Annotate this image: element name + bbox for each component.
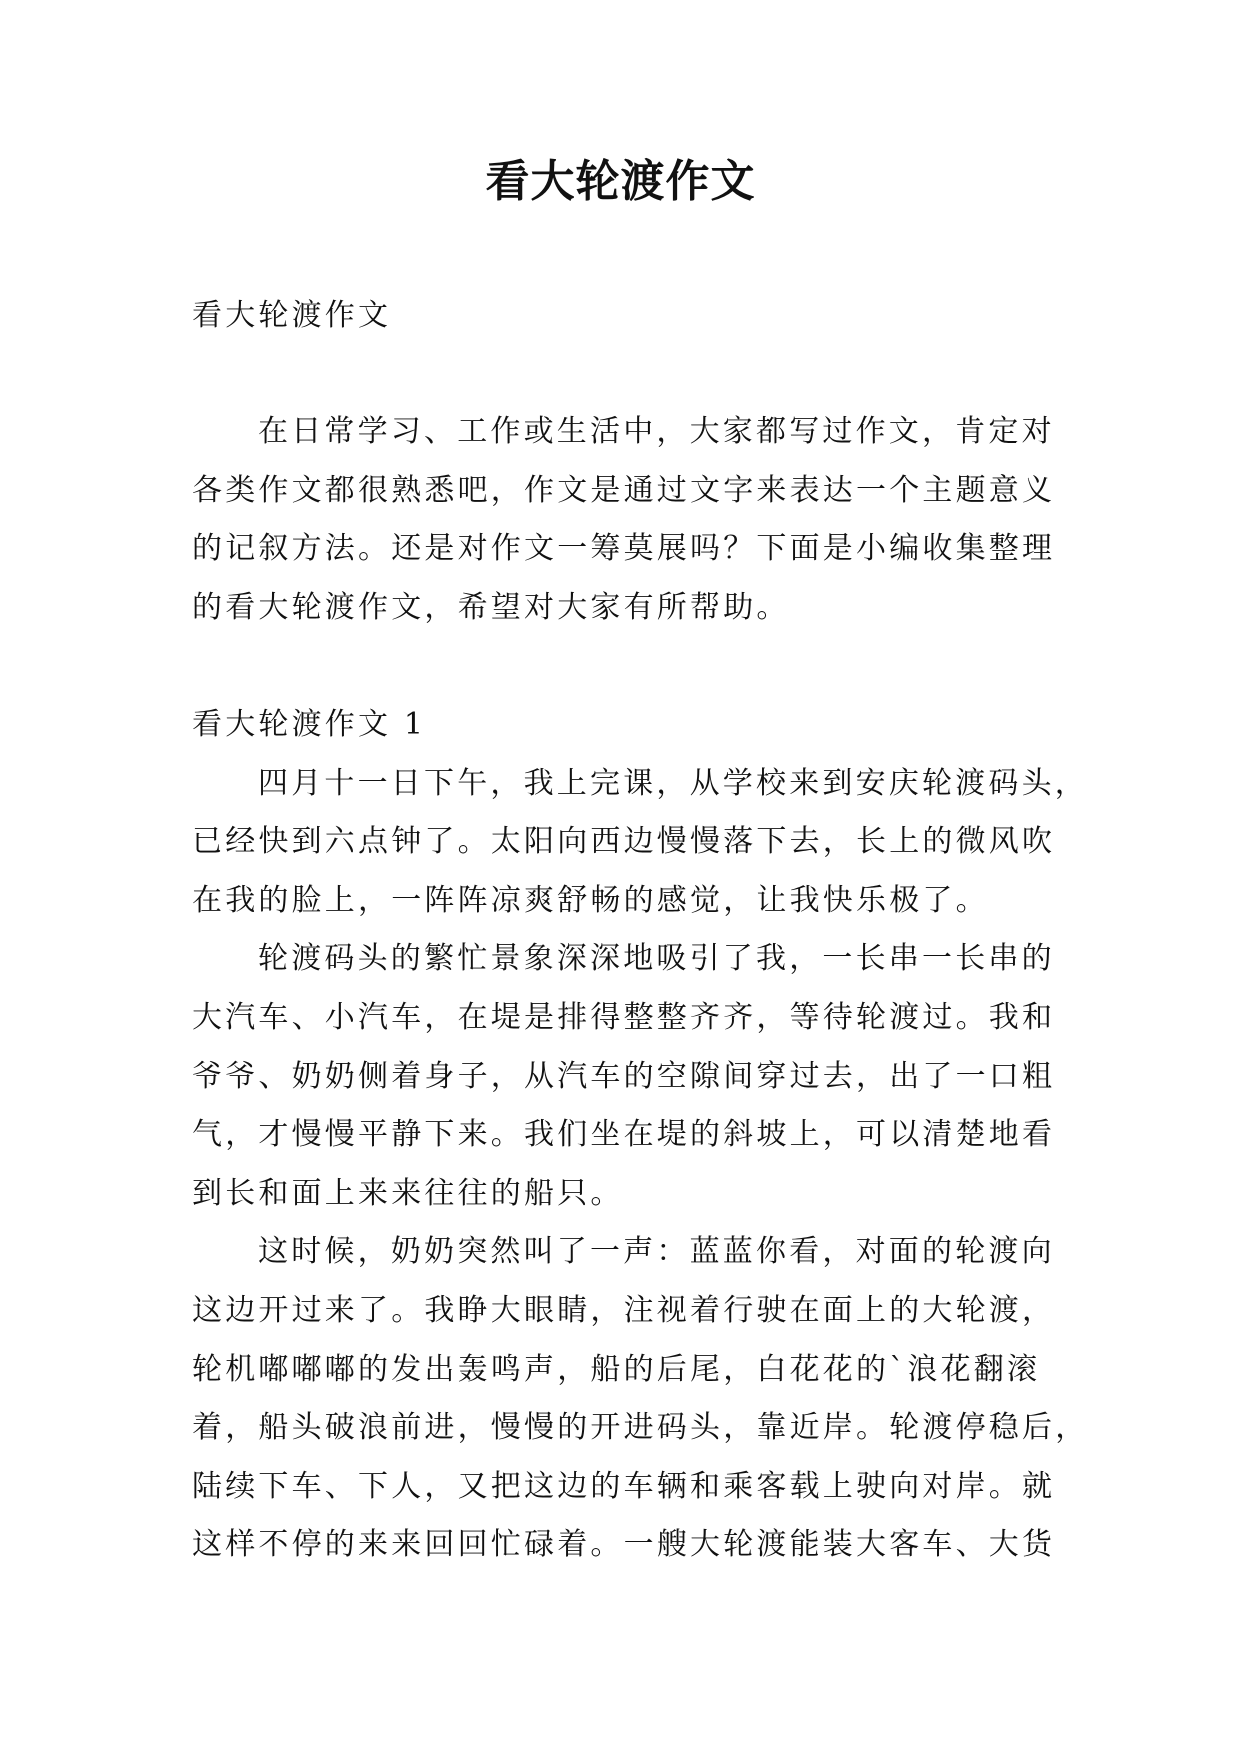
paragraph-line: 气，才慢慢平静下来。我们坐在堤的斜坡上，可以清楚地看 xyxy=(192,1117,1056,1153)
document-title: 看大轮渡作文 xyxy=(485,156,756,207)
paragraph-line: 到长和面上来来往往的船只。 xyxy=(192,1175,624,1211)
paragraph-line: 着，船头破浪前进，慢慢的开进码头，靠近岸。轮渡停稳后， xyxy=(192,1410,1089,1446)
subtitle-line: 看大轮渡作文 xyxy=(192,298,392,333)
essay-section xyxy=(192,696,1089,1575)
paragraph-line: 在我的脸上，一阵阵凉爽舒畅的感觉，让我快乐极了。 xyxy=(192,882,989,918)
document-subtitle xyxy=(192,287,1058,346)
intro-paragraph xyxy=(192,403,1058,637)
paragraph-line: 轮渡码头的繁忙景象深深地吸引了我，一长串一长串的 xyxy=(258,941,1055,977)
paragraph-line: 这边开过来了。我睁大眼睛，注视着行驶在面上的大轮渡， xyxy=(192,1292,1056,1328)
paragraph-line: 四月十一日下午，我上完课，从学校来到安庆轮渡码头， xyxy=(258,765,1088,801)
section-heading: 看大轮渡作文 1 xyxy=(192,707,427,742)
paragraph-line: 大汽车、小汽车，在堤是排得整整齐齐，等待轮渡过。我和 xyxy=(192,999,1056,1035)
essay-paragraph-1 xyxy=(192,755,1088,931)
essay-paragraph-3 xyxy=(192,1223,1089,1575)
paragraph-line: 已经快到六点钟了。太阳向西边慢慢落下去，长上的微风吹 xyxy=(192,824,1056,860)
intro-line: 各类作文都很熟悉吧，作文是通过文字来表达一个主题意义 xyxy=(192,472,1056,508)
essay-paragraph-2 xyxy=(192,930,1058,1223)
intro-line: 的记叙方法。还是对作文一筹莫展吗？下面是小编收集整理 xyxy=(192,531,1056,567)
paragraph-line: 这样不停的来来回回忙碌着。一艘大轮渡能装大客车、大货 xyxy=(192,1527,1056,1563)
paragraph-line: 陆续下车、下人，又把这边的车辆和乘客载上驶向对岸。就 xyxy=(192,1468,1056,1504)
paragraph-line: 爷爷、奶奶侧着身子，从汽车的空隙间穿过去，出了一口粗 xyxy=(192,1058,1056,1094)
intro-line: 的看大轮渡作文，希望对大家有所帮助。 xyxy=(192,589,790,625)
paragraph-line: 轮机嘟嘟嘟的发出轰鸣声，船的后尾，白花花的`浪花翻滚 xyxy=(192,1351,1041,1387)
paragraph-line: 这时候，奶奶突然叫了一声：蓝蓝你看，对面的轮渡向 xyxy=(258,1234,1055,1270)
intro-line: 在日常学习、工作或生活中，大家都写过作文，肯定对 xyxy=(258,414,1055,449)
